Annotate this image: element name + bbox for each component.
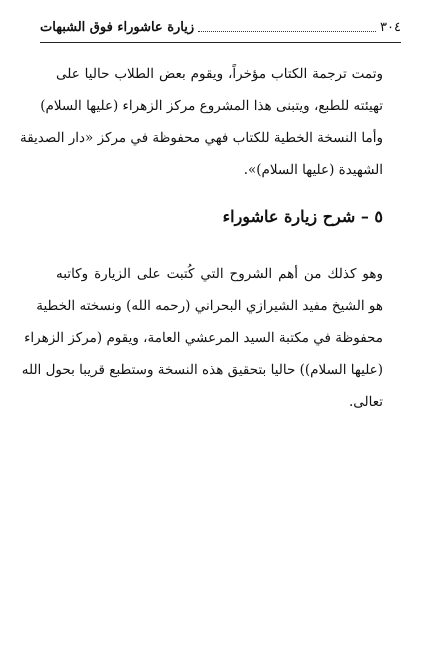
paragraph-line: (عليها السلام)) حاليا بتحقيق هذه النسخة وستطبع قريبا بحول الله xyxy=(21,362,383,378)
paragraph-line: وتمت ترجمة الكتاب مؤخراً، ويقوم بعض الطلاب حاليا على xyxy=(56,66,383,82)
header-dot-leader xyxy=(198,31,376,32)
paragraph-line: تعالى. xyxy=(348,394,383,410)
paragraph-line: الشهيدة (عليها السلام)». xyxy=(243,162,383,178)
paragraph-line: وهو كذلك من أهم الشروح التي كُتبت على الزيارة وكاتبه xyxy=(56,266,383,282)
section-heading: ٥ – شرح زيارة عاشوراء xyxy=(222,207,383,226)
paragraph-line: وأما النسخة الخطية للكتاب فهي محفوظة في مركز «دار الصديقة xyxy=(19,130,383,146)
paragraph-translation-status xyxy=(19,58,383,186)
running-title: زيارة عاشوراء فوق الشبهات xyxy=(40,19,195,35)
page-number: ٣٠٤ xyxy=(380,19,401,35)
running-header xyxy=(40,16,401,43)
paragraph-commentary-description xyxy=(21,258,383,418)
paragraph-line: هو الشيخ مفيد الشيرازي البحراني (رحمه الله) ونسخته الخطية xyxy=(36,298,383,314)
paragraph-line: محفوظة في مكتبة السيد المرعشي العامة، ويقوم (مركز الزهراء xyxy=(24,330,383,346)
paragraph-line: تهيئته للطبع، ويتبنى هذا المشروع مركز الزهراء (عليها السلام) xyxy=(40,98,383,114)
